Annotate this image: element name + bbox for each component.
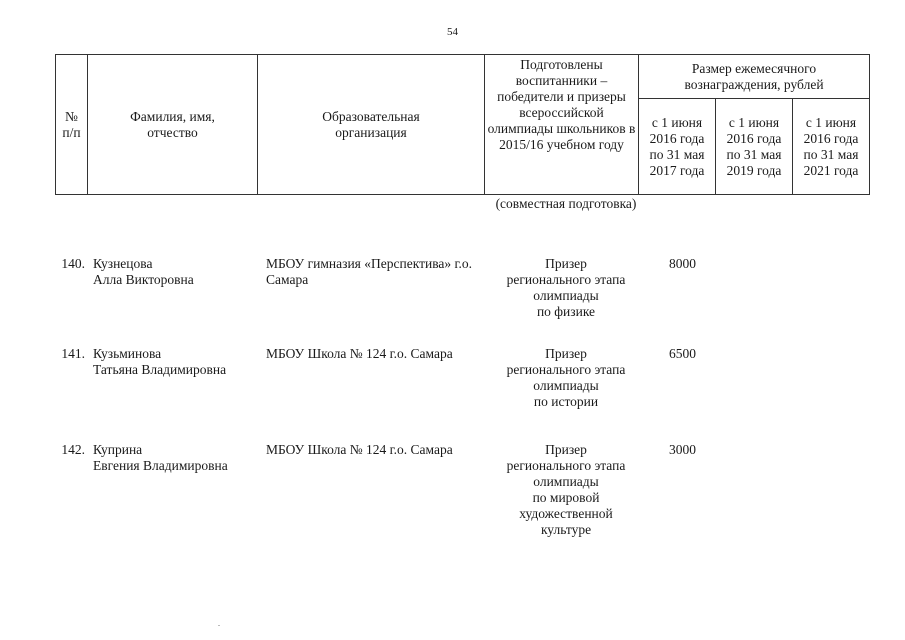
row-given-name: Евгения Владимировна xyxy=(93,458,228,473)
row-amount: 6500 xyxy=(669,346,696,361)
header-period-2021: с 1 июня 2016 года по 31 мая 2021 года xyxy=(793,99,870,195)
row-surname: Кузьминова xyxy=(93,346,162,361)
header-reward: Размер ежемесячного вознаграждения, рублей xyxy=(639,55,870,99)
header-org: Образовательная организация xyxy=(258,55,485,195)
row-amount: 8000 xyxy=(669,256,696,271)
header-period-2017: с 1 июня 2016 года по 31 мая 2017 года xyxy=(639,99,716,195)
row-organization: МБОУ гимназия «Перспектива» г.о. Самара xyxy=(266,256,473,287)
header-prep: Подготовлены воспитанники – победители и призеры всероссийской олимпиады школьников в 2015/16 учебном году xyxy=(485,55,639,195)
page-number: 54 xyxy=(447,26,458,38)
row-achievement: Призер регионального этапа олимпиады по истории xyxy=(506,346,626,409)
header-name: Фамилия, имя, отчество xyxy=(88,55,258,195)
row-number: 140. xyxy=(61,256,85,271)
row-surname: Кузнецова xyxy=(93,256,153,271)
row-achievement: Призер регионального этапа олимпиады по мировой художественной культуре xyxy=(506,442,626,537)
row-given-name: Татьяна Владимировна xyxy=(93,362,227,377)
row-surname: Куприна xyxy=(93,442,143,457)
row-number: 141. xyxy=(61,346,85,361)
header-prep-overflow: (совместная подготовка) xyxy=(495,196,637,211)
header-table xyxy=(55,54,870,195)
scan-speck xyxy=(218,625,220,626)
row-name xyxy=(93,346,263,378)
row-number: 142. xyxy=(61,442,85,457)
row-organization: МБОУ Школа № 124 г.о. Самара xyxy=(266,442,453,457)
header-period-2019: с 1 июня 2016 года по 31 мая 2019 года xyxy=(716,99,793,195)
row-name xyxy=(93,256,263,288)
row-name xyxy=(93,442,263,474)
header-num: № п/п xyxy=(56,55,88,195)
row-given-name: Алла Викторовна xyxy=(93,272,194,287)
row-amount: 3000 xyxy=(669,442,696,457)
row-organization: МБОУ Школа № 124 г.о. Самара xyxy=(266,346,453,361)
row-achievement: Призер регионального этапа олимпиады по физике xyxy=(506,256,626,319)
